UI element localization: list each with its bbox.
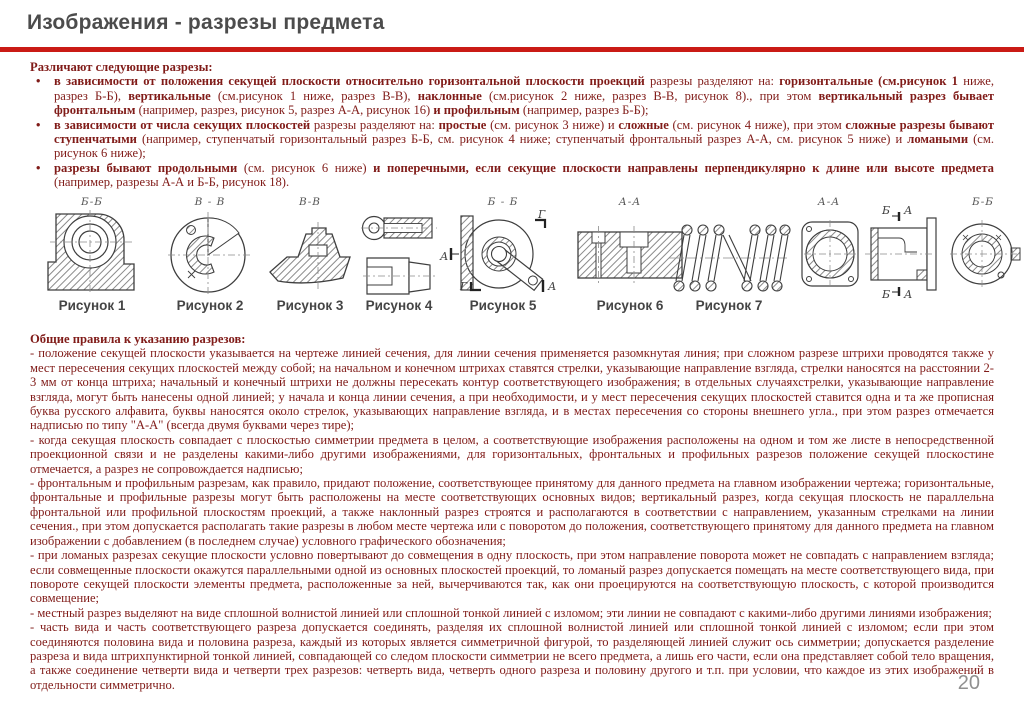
figure-5-mark-bottom-right: А — [548, 280, 557, 293]
bullet-marker: • — [36, 74, 41, 89]
page-title: Изображения - разрезы предмета — [27, 11, 385, 34]
figure-8-section-label-left: А-А — [817, 196, 841, 208]
rules-block — [30, 332, 994, 692]
rules-paragraph-6: - часть вида и часть соответствующего разреза допускается соединять, разделяя их сплошной волнистой линией или сплошной тонкой линией с изломом; если при этом соединяются половина вида и половина разреза, каждый из которых является симметричной фигурой, то разделяющей линией служит ось симметрии; допускается разделение разреза и вида штрихпунктирной тонкой линией, совпадающей со следом плоскости симметрии не всего предмета, а лишь его части, если она представляет собой тело вращения, а также соединение четверти вида и четверти трех разрезов: четверть вида, четверть одного разреза и половину другого и т.п. при условии, что каждое из этих изображений в отдельности симметрично. — [30, 620, 994, 692]
rules-paragraph-1: - положение секущей плоскости указывается на чертеже линией сечения, для линии сечения применяется разомкнутая линия; при сложном разрезе штрихи проводятся также у мест пересечения секущих плоскостей между собой; на начальном и конечном штрихах ставятся стрелки, указывающие направление взгляда, стрелки наносятся на расстоянии 2-3 мм от конца штриха; начальный и конечный штрихи не должны пересекать контур соответствующего изображения; в отдельных случаяхстрелки, указывающие направление взгляда, могут быть нанесены одной линией; у начала и конца линии сечения, а при необходимости, и у мест пересечения секущих плоскостей ставится одна и та же прописная буква русского алфавита, буквы наносятся около стрелок, указывающих направление взгляда, и в местах пересечения со стороны внешнего угла., при этом разрез отмечается надписью по типу "А-А" (всегда двумя буквами через тире); — [30, 346, 994, 433]
figure-8-group — [798, 196, 1022, 322]
rules-paragraph-3: - фронтальным и профильным разрезам, как правило, придают положение, соответствующее принятому для данного предмета на главном изображении чертежа; горизонтальные, фронтальные и профильные разрезы могут быть расположены на месте соответствующих основных видов; вертикальный разрез, когда секущая плоскость не параллельна фронтальной или профильной плоскостям проекций, а также наклонный разрез строятся и располагаются в соответствии с направлением, указанным стрелками на линии сечения., при этом допускается располагать такие разрезы в любом месте чертежа или с поворотом до положения, соответствующего принятому для данного предмета на главном изображении с добавлением (в последнем случае) условного графического обозначения; — [30, 476, 994, 548]
figure-8-mark-top-right: А — [904, 204, 913, 217]
figure-5-mark-top-right: Г — [538, 208, 546, 221]
rules-paragraph-4: - при ломаных разрезах секущие плоскости условно повертывают до совмещения в одну плоскость, при этом направление поворота может не совпадать с направлением взгляда; если совмещенные плоскости окажутся параллельными одной из основных плоскостей проекций, то ломаный разрез допускается помещать на месте соответствующего вида, при повороте секущей плоскости элементы предмета, расположенные за ней, вычерчиваются так, как они проецируются на соответствующую плоскость, с которой производится совмещение; — [30, 548, 994, 606]
rules-paragraph-5: - местный разрез выделяют на виде сплошной волнистой линией или сплошной тонкой линией с изломом; эти линии не совпадают с какими-либо другими линиями изображения; — [30, 605, 992, 620]
bullet-text-2: в зависимости от числа секущих плоскостей разрезы разделяют на: простые (см. рисунок 3 ниже) и сложные (см. рисунок 4 ниже), при этом сложные разрезы бывают ступенчатыми (например, ступенчатый горизонтальный разрез Б-Б, см. рисунок 4 ниже; ступенчатый фронтальный разрез А-А, см. рисунок 5 ниже) и ломаными (см. рисунок 6 ниже); — [54, 117, 995, 161]
figure-7-caption: Рисунок 7 — [695, 298, 763, 313]
figure-2-drawing — [162, 208, 258, 296]
figure-8-mark-top-left: Б — [882, 204, 891, 217]
figure-4-drawing — [359, 208, 439, 296]
intro-header: Различают следующие разрезы: — [30, 60, 213, 74]
figure-7-drawing — [665, 208, 793, 296]
figure-5-mark-bottom-left: Г — [460, 280, 468, 293]
figure-1-drawing — [42, 208, 142, 296]
list-item — [36, 161, 994, 190]
figure-8-drawing — [799, 208, 1021, 296]
figure-3-section-label: В-В — [299, 196, 321, 208]
figure-5 — [438, 196, 568, 322]
list-item — [36, 74, 994, 117]
figure-4-caption: Рисунок 4 — [365, 298, 433, 313]
figure-5-caption: Рисунок 5 — [469, 298, 537, 313]
figure-8-mark-bottom-left: Б — [882, 288, 891, 301]
figure-5-section-label: Б - Б — [487, 196, 519, 208]
figure-3-caption: Рисунок 3 — [276, 298, 344, 313]
title-underline — [0, 47, 1024, 52]
figure-1-caption: Рисунок 1 — [58, 298, 126, 313]
rules-header: Общие правила к указанию разрезов: — [30, 332, 246, 346]
figure-8-section-label-right: Б-Б — [972, 196, 994, 208]
figure-2 — [158, 196, 262, 322]
figure-1 — [34, 196, 150, 322]
figures-row — [0, 196, 1024, 322]
bullet-text-3: разрезы бывают продольными (см. рисунок 6 ниже) и поперечными, если секущие плоскости направлены перпендикулярно к длине или высоте предмета (например, разрезы А-А и Б-Б, рисунок 18). — [54, 160, 994, 190]
rules-paragraph-2: - когда секущая плоскость совпадает с плоскостью симметрии предмета в целом, а соответствующие изображения расположены на одном и том же листе в непосредственной проекционной связи и не разделены какими-либо другими изображениями, для горизонтальных, фронтальных и профильных разрезов положение секущей плоскостине отмечается, а разрез не сопровождается надписью; — [30, 432, 994, 476]
figure-3 — [262, 196, 358, 322]
page-number: 20 — [957, 672, 980, 694]
figure-2-section-label: В - В — [194, 196, 226, 208]
figure-1-section-label: Б-Б — [81, 196, 103, 208]
bullet-marker: • — [36, 160, 41, 175]
figure-4 — [356, 196, 442, 322]
figure-5-mark-left: А — [440, 250, 449, 263]
list-item — [36, 118, 994, 161]
figure-7 — [664, 196, 794, 322]
bullet-text-1: в зависимости от положения секущей плоскости относительно горизонтальной плоскости проекций разрезы разделяют на: горизонтальные (см.рисунок 1 ниже, разрез Б-Б), вертикальные (см.рисунок 1 ниже, разрез В-В), наклонные (см.рисунок 2 ниже, разрез В-В, рисунок 8)., при этом вертикальный разрез бывает фронтальным (например, разрез, рисунок 5, разрез А-А, рисунок 16) и профильным (например, разрез Б-Б); — [54, 74, 995, 118]
bullet-marker: • — [36, 117, 41, 132]
figure-8-mark-bottom-right: А — [904, 288, 913, 301]
figure-6-caption: Рисунок 6 — [596, 298, 664, 313]
figure-6-section-label: А-А — [618, 196, 642, 208]
intro-block — [30, 60, 994, 190]
figure-2-caption: Рисунок 2 — [176, 298, 244, 313]
figure-3-drawing — [265, 208, 355, 296]
